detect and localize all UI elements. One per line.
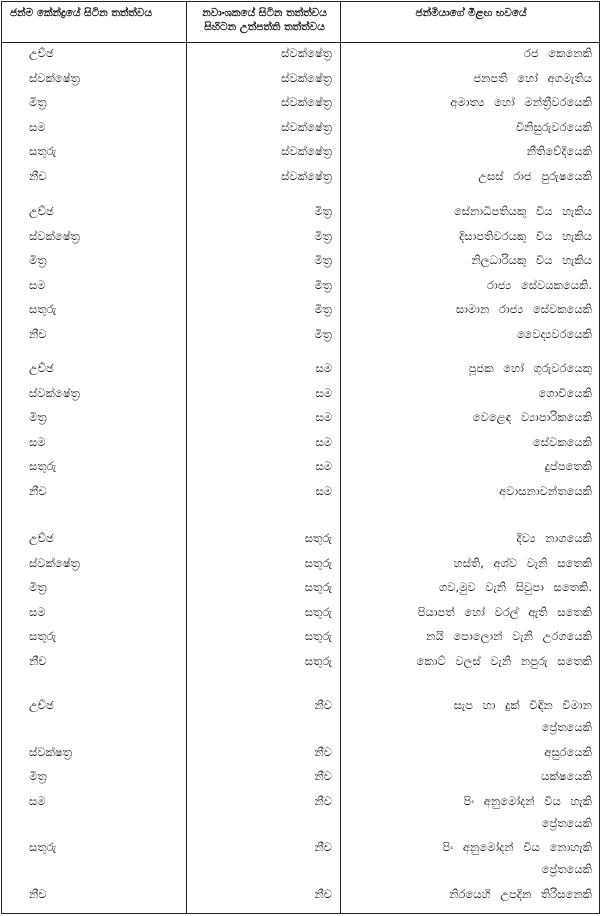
natal-state-cell: ස්වක්ෂේත්‍ර: [29, 385, 80, 400]
next-birth-cell: [347, 741, 592, 763]
natal-state-cell: උච්ඡ: [29, 361, 54, 375]
next-birth-cell: [347, 225, 592, 247]
next-birth-cell: [347, 883, 592, 905]
navamsa-state-cell: සම: [315, 434, 332, 449]
header-col1: ජන්ම කේන්ද්‍රයේ සිටින තත්ත්වය: [10, 7, 153, 19]
next-birth-cell: [347, 625, 592, 647]
navamsa-state-cell: සම: [315, 483, 332, 498]
header-col2-line2: සිහිටන උත්පත්ති තත්ත්වය: [204, 21, 325, 33]
natal-state-cell: මිත්‍ර: [29, 95, 47, 109]
natal-state-cell: ස්වක්ෂේත්‍ර: [29, 70, 80, 85]
navamsa-state-cell: සම: [315, 385, 332, 400]
natal-state-cell: උච්ඡ: [29, 698, 54, 712]
natal-state-cell: සතුරු: [29, 459, 57, 473]
natal-state-cell: නීච: [29, 653, 47, 668]
next-birth-line: වෛද්‍යවරයෙකි: [516, 326, 592, 341]
navamsa-state-cell: මිත්‍ර: [314, 253, 332, 267]
next-birth-cell: [347, 601, 592, 623]
natal-state-cell: සතුරු: [29, 302, 57, 316]
next-birth-line: ගව,මුව වැනි සිවුපා සතෙකි.: [438, 580, 592, 594]
navamsa-state-cell: මිත්‍ර: [314, 228, 332, 243]
next-birth-line: රාජ්‍ය සේවයකයෙකි.: [487, 277, 592, 292]
navamsa-state-cell: නීච: [314, 744, 332, 759]
navamsa-state-cell: සතුරු: [304, 604, 332, 619]
natal-state-cell: සතුරු: [29, 144, 57, 158]
next-birth-line: සාමාන රාජ්‍ය සේවකයෙකි: [455, 302, 592, 316]
natal-state-cell: නීච: [29, 886, 47, 901]
natal-state-cell: සතුරු: [29, 840, 57, 855]
next-birth-cell: [347, 406, 592, 428]
natal-state-cell: උච්ඡ: [29, 531, 54, 545]
next-birth-line: ප්‍රේතයෙකි: [541, 815, 592, 830]
natal-state-cell: උච්ඡ: [29, 46, 54, 60]
next-birth-line: පියාපත් හෝ වරල් ඇති සතෙකි: [417, 604, 592, 619]
navamsa-state-cell: ස්වක්ෂේත්‍ර: [281, 95, 332, 109]
natal-state-cell: සම: [29, 434, 46, 449]
next-birth-line: පිං අනුමෝදන් විය හැකි: [463, 793, 592, 808]
table-header: [2, 2, 599, 43]
next-birth-cell: [347, 552, 592, 574]
next-birth-line: ජනපති හෝ අගමැතිය: [473, 70, 592, 85]
navamsa-state-cell: ස්වක්ෂේත්‍ර: [281, 70, 332, 85]
next-birth-line: උසස් රාජ පුරුෂයෙකි: [478, 168, 592, 183]
next-birth-cell: [347, 765, 592, 787]
header-col2-line1: නවාංශකයේ සිටින තත්ත්වය: [202, 7, 327, 19]
next-birth-line: නිරයෙහි උපදින තිරිසනෙකි: [449, 886, 592, 901]
next-birth-line: රජ කෙනෙකි: [523, 46, 592, 60]
next-birth-cell: [347, 42, 592, 64]
navamsa-state-cell: ස්වක්ෂේත්‍ර: [281, 119, 332, 134]
navamsa-state-cell: සතුරු: [304, 653, 332, 668]
next-birth-line: දිසාපතිවරයකු විය හැකිය: [459, 228, 592, 243]
next-birth-line: ප්‍රේතයෙකි: [541, 720, 592, 734]
natal-state-cell: නීච: [29, 168, 47, 183]
next-birth-cell: [347, 650, 592, 672]
navamsa-state-cell: නීච: [314, 886, 332, 901]
natal-state-cell: සම: [29, 793, 46, 808]
natal-state-cell: උච්ඡ: [29, 204, 54, 218]
column-divider-2: [340, 2, 341, 913]
next-birth-line: අමාත්‍ය හෝ මන්ත්‍රීවරයෙකි: [450, 95, 592, 109]
navamsa-state-cell: නීච: [314, 698, 332, 712]
next-birth-cell: [347, 140, 592, 162]
next-birth-cell: [347, 455, 592, 477]
next-birth-line: නයි පොලොන් වැනි උරගයෙකි: [426, 629, 592, 643]
navamsa-state-cell: මිත්‍ර: [314, 277, 332, 292]
navamsa-state-cell: ස්වක්ෂේත්‍ර: [281, 144, 332, 158]
header-col2: [192, 6, 337, 34]
natal-state-cell: සම: [29, 119, 46, 134]
next-birth-cell: [347, 431, 592, 453]
natal-state-cell: මිත්‍ර: [29, 253, 47, 267]
next-birth-cell: [347, 200, 592, 222]
navamsa-state-cell: නීච: [314, 840, 332, 855]
navamsa-state-cell: මිත්‍ර: [314, 204, 332, 218]
navamsa-state-cell: මිත්‍ර: [314, 302, 332, 316]
next-birth-cell: [347, 165, 592, 187]
next-birth-line: යක්ෂයෙකි: [541, 769, 592, 784]
natal-state-cell: මිත්‍ර: [29, 769, 47, 784]
natal-state-cell: ස්වක්ෂේත්‍ර: [29, 555, 80, 570]
natal-state-cell: නීච: [29, 483, 47, 498]
next-birth-line: සැප හා දුක් විඳින විමාන: [453, 698, 592, 712]
next-birth-line: වෙළෙඳ ව්‍යාපාරිකයෙකි: [472, 410, 592, 424]
navamsa-state-cell: ස්වක්ෂේත්‍ර: [281, 168, 332, 183]
natal-state-cell: ස්වක්ෂේත්‍ර: [29, 228, 80, 243]
next-birth-line: විනිසුරුවරයෙකි: [515, 119, 592, 134]
navamsa-state-cell: නීච: [314, 793, 332, 808]
next-birth-line: හස්ති, අශ්ව වැනි සතෙකි: [453, 555, 592, 570]
next-birth-cell: [347, 576, 592, 598]
next-birth-line: කොට් වලස් වැනි නපුරු සතෙකි: [416, 653, 592, 668]
next-birth-cell: [347, 694, 592, 738]
next-birth-cell: [347, 480, 592, 502]
natal-state-cell: මිත්‍ර: [29, 410, 47, 424]
next-birth-cell: [347, 249, 592, 271]
natal-state-cell: ස්වක්ෂත්‍ර: [29, 744, 72, 759]
next-birth-line: ප්‍රේතයෙකි: [541, 862, 592, 877]
natal-state-cell: සම: [29, 277, 46, 292]
next-birth-cell: [347, 323, 592, 345]
next-birth-cell: [347, 67, 592, 89]
next-birth-line: ගොවියෙකි: [538, 385, 592, 400]
next-birth-cell: [347, 790, 592, 834]
navamsa-state-cell: මිත්‍ර: [314, 326, 332, 341]
natal-state-cell: සම: [29, 604, 46, 619]
next-birth-line: පිං අනුමෝදන් විය නොහැකි: [442, 840, 592, 855]
next-birth-line: අවාසනාවන්තයෙකි: [499, 483, 592, 498]
next-birth-line: දුප්පතෙකි: [544, 459, 592, 473]
navamsa-state-cell: සතුරු: [304, 531, 332, 545]
header-col3: ජන්මියාගේ මීළඟ භවයේ: [415, 7, 527, 19]
navamsa-state-cell: සතුරු: [304, 580, 332, 594]
next-birth-line: දිව්‍ය නාගයෙකි: [516, 531, 592, 545]
next-birth-line: සේනාධිපතියකු විය හැකිය: [453, 204, 592, 218]
next-birth-line: නීතිවේදියෙකි: [526, 144, 592, 158]
next-birth-cell: [347, 274, 592, 296]
natal-state-cell: සතුරු: [29, 629, 57, 643]
navamsa-state-cell: සම: [315, 410, 332, 424]
next-birth-cell: [347, 382, 592, 404]
next-birth-cell: [347, 116, 592, 138]
natal-state-cell: නීච: [29, 326, 47, 341]
next-birth-cell: [347, 527, 592, 549]
next-birth-cell: [347, 357, 592, 379]
next-birth-line: පූජක හෝ ගුරුවරයෙකු: [468, 361, 592, 375]
next-birth-cell: [347, 298, 592, 320]
navamsa-state-cell: සතුරු: [304, 629, 332, 643]
navamsa-state-cell: සතුරු: [304, 555, 332, 570]
navamsa-state-cell: සම: [315, 361, 332, 375]
navamsa-state-cell: නීච: [314, 769, 332, 784]
table-sheet: [1, 1, 600, 914]
navamsa-state-cell: ස්වක්ෂේත්‍ර: [281, 46, 332, 60]
natal-state-cell: මිත්‍ර: [29, 580, 47, 594]
next-birth-cell: [347, 836, 592, 880]
navamsa-state-cell: සම: [315, 459, 332, 473]
next-birth-line: අසුරයෙකි: [544, 744, 592, 759]
next-birth-cell: [347, 91, 592, 113]
next-birth-line: සේවකයෙකි: [532, 434, 592, 449]
next-birth-line: නිලධාරියකු විය හැකිය: [471, 253, 592, 267]
